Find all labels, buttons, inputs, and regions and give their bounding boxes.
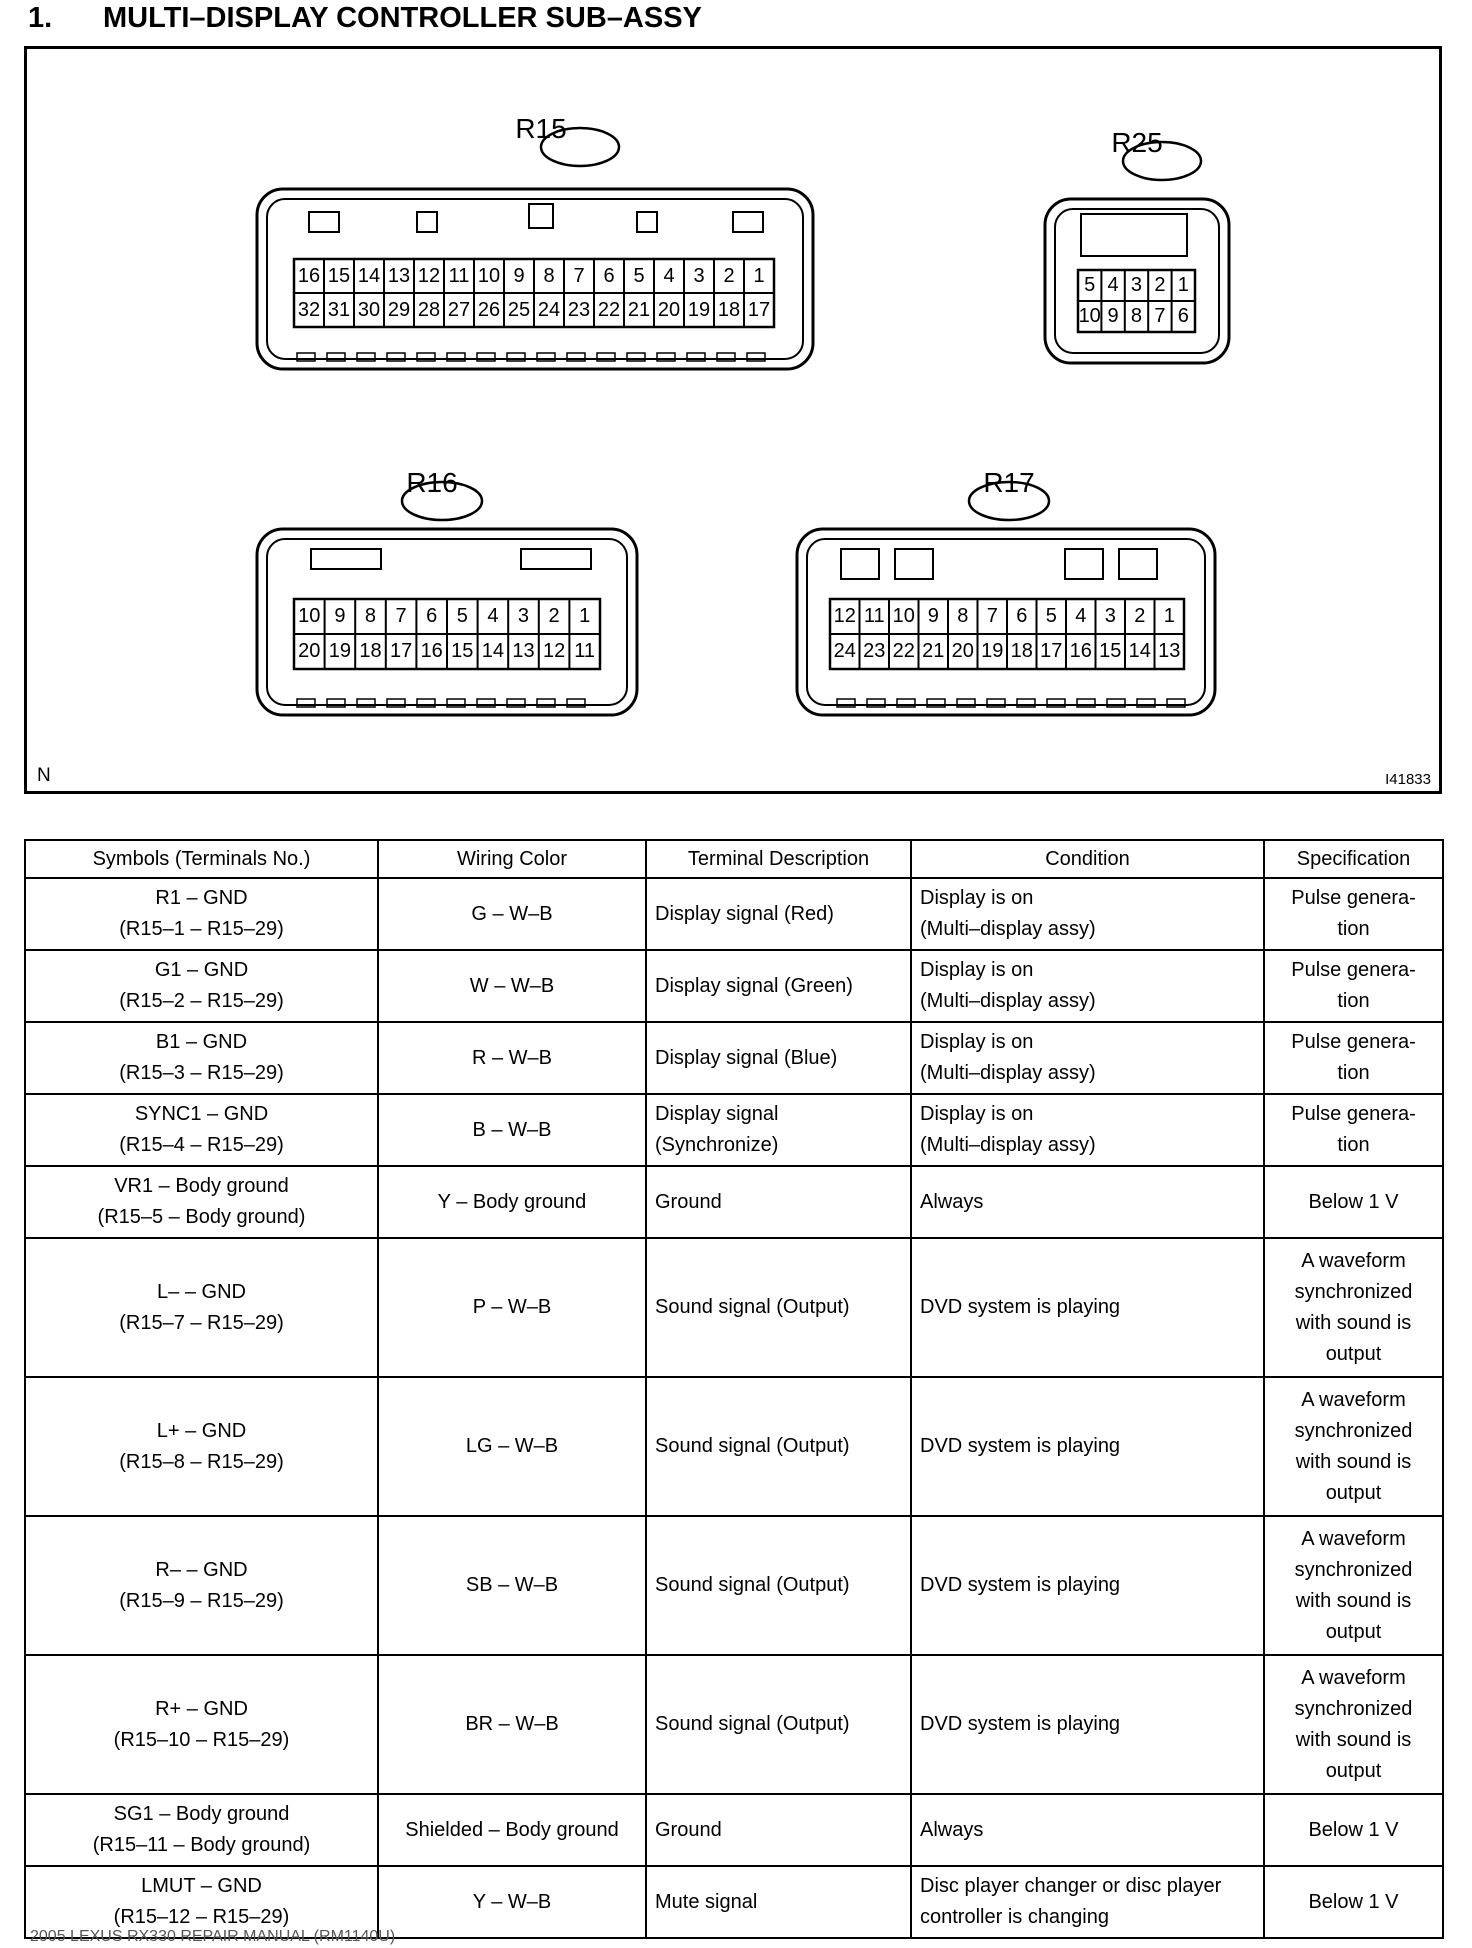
- cell-wiring-color: P – W–B: [378, 1238, 646, 1377]
- pin-r25-8: 8: [1130, 305, 1143, 327]
- section-heading: [28, 2, 702, 35]
- cell-wiring-color: Shielded – Body ground: [378, 1794, 646, 1866]
- cell-terminal-description: Ground: [646, 1166, 911, 1238]
- pin-r15-21: 21: [627, 299, 651, 321]
- connector-latch-r16-1: [311, 549, 381, 569]
- cell-wiring-color: BR – W–B: [378, 1655, 646, 1794]
- pin-r16-18: 18: [359, 640, 382, 662]
- page-footer: 2005 LEXUS RX330 REPAIR MANUAL (RM1140U): [30, 1928, 396, 1945]
- connector-label-r25: R25: [1111, 127, 1163, 158]
- pin-r16-6: 6: [426, 605, 438, 627]
- cell-terminal-description: Display signal (Synchronize): [646, 1094, 911, 1166]
- connector-latch-r15-3: [529, 204, 553, 228]
- cell-symbol: SG1 – Body ground (R15–11 – Body ground): [25, 1794, 378, 1866]
- pin-r15-3: 3: [693, 265, 705, 287]
- connector-latch-r15-4: [637, 212, 657, 232]
- pin-r16-11: 11: [574, 640, 596, 662]
- pin-r15-9: 9: [513, 265, 525, 287]
- connector-latch-r17-2: [895, 549, 933, 579]
- pin-r15-6: 6: [603, 265, 615, 287]
- cell-symbol: B1 – GND (R15–3 – R15–29): [25, 1022, 378, 1094]
- connector-latch-r17-1: [841, 549, 879, 579]
- pin-r15-24: 24: [537, 299, 561, 321]
- cell-specification: Below 1 V: [1264, 1166, 1443, 1238]
- cell-condition: Display is on (Multi–display assy): [911, 1094, 1264, 1166]
- connector-drawing: [27, 49, 1439, 791]
- cell-condition: DVD system is playing: [911, 1516, 1264, 1655]
- cell-symbol: L– – GND (R15–7 – R15–29): [25, 1238, 378, 1377]
- pin-r17-8: 8: [957, 605, 969, 627]
- pin-r17-10: 10: [892, 605, 915, 627]
- pin-r15-30: 30: [357, 299, 381, 321]
- table-row: [25, 950, 1443, 1022]
- pin-r15-19: 19: [687, 299, 711, 321]
- pin-r16-20: 20: [298, 640, 321, 662]
- pin-r15-17: 17: [747, 299, 771, 321]
- pin-r15-8: 8: [543, 265, 555, 287]
- section-number: 1.: [28, 2, 53, 34]
- cell-condition: Disc player changer or disc player controller is changing: [911, 1866, 1264, 1938]
- pin-r16-9: 9: [334, 605, 346, 627]
- pin-r17-9: 9: [927, 605, 939, 627]
- pin-r16-17: 17: [389, 640, 413, 662]
- header-terminal-description: Terminal Description: [646, 840, 911, 878]
- header-wiring-color: Wiring Color: [378, 840, 646, 878]
- cell-terminal-description: Display signal (Blue): [646, 1022, 911, 1094]
- cell-specification: Pulse genera- tion: [1264, 878, 1443, 950]
- pin-r15-27: 27: [447, 299, 471, 321]
- pin-r15-18: 18: [717, 299, 741, 321]
- pin-r15-26: 26: [477, 299, 501, 321]
- pin-r17-5: 5: [1045, 605, 1057, 627]
- table-row: [25, 1655, 1443, 1794]
- cell-wiring-color: B – W–B: [378, 1094, 646, 1166]
- pin-r17-4: 4: [1075, 605, 1087, 627]
- table-row: [25, 1516, 1443, 1655]
- table-header-row: [25, 840, 1443, 878]
- connector-latch-r17-3: [1065, 549, 1103, 579]
- table-row: [25, 1022, 1443, 1094]
- pin-r25-3: 3: [1130, 274, 1143, 296]
- pin-r16-14: 14: [481, 640, 505, 662]
- corner-mark: N: [37, 765, 51, 786]
- pin-r15-12: 12: [417, 265, 441, 287]
- pin-r25-10: 10: [1078, 305, 1101, 327]
- pin-r16-3: 3: [517, 605, 530, 627]
- pin-r17-23: 23: [863, 640, 886, 662]
- cell-symbol: LMUT – GND (R15–12 – R15–29): [25, 1866, 378, 1938]
- cell-specification: Below 1 V: [1264, 1866, 1443, 1938]
- connector-label-r15: R15: [515, 113, 567, 144]
- pin-r16-7: 7: [395, 605, 407, 627]
- pin-r17-13: 13: [1158, 640, 1181, 662]
- header-condition: Condition: [911, 840, 1264, 878]
- pin-r15-32: 32: [297, 299, 321, 321]
- table-row: [25, 1794, 1443, 1866]
- cell-specification: Pulse genera- tion: [1264, 1022, 1443, 1094]
- cell-wiring-color: G – W–B: [378, 878, 646, 950]
- pin-r25-7: 7: [1154, 305, 1166, 327]
- cell-terminal-description: Display signal (Red): [646, 878, 911, 950]
- pin-r16-10: 10: [298, 605, 321, 627]
- connector-latch-r17-4: [1119, 549, 1157, 579]
- connector-latch-r15-5: [733, 212, 763, 232]
- pin-r25-6: 6: [1177, 305, 1189, 327]
- pin-r16-4: 4: [487, 605, 499, 627]
- pin-r17-1: 1: [1163, 605, 1175, 627]
- pin-r25-4: 4: [1107, 274, 1119, 296]
- pin-r15-20: 20: [657, 299, 681, 321]
- pin-r16-13: 13: [512, 640, 535, 662]
- connector-label-r17: R17: [983, 467, 1035, 498]
- cell-terminal-description: Sound signal (Output): [646, 1516, 911, 1655]
- pin-r15-25: 25: [507, 299, 531, 321]
- table-row: [25, 1166, 1443, 1238]
- pin-r17-12: 12: [833, 605, 856, 627]
- cell-symbol: L+ – GND (R15–8 – R15–29): [25, 1377, 378, 1516]
- pin-r17-2: 2: [1134, 605, 1146, 627]
- cell-specification: Below 1 V: [1264, 1794, 1443, 1866]
- table-row: [25, 1377, 1443, 1516]
- pin-r17-15: 15: [1099, 640, 1122, 662]
- cell-terminal-description: Sound signal (Output): [646, 1655, 911, 1794]
- cell-condition: Always: [911, 1794, 1264, 1866]
- header-specification: Specification: [1264, 840, 1443, 878]
- pin-r15-1: 1: [753, 265, 765, 287]
- connector-label-r16: R16: [406, 467, 458, 498]
- cell-condition: Always: [911, 1166, 1264, 1238]
- pin-r15-14: 14: [357, 265, 381, 287]
- pin-r25-9: 9: [1107, 305, 1119, 327]
- cell-condition: Display is on (Multi–display assy): [911, 878, 1264, 950]
- pin-r15-15: 15: [327, 265, 351, 287]
- cell-specification: Pulse genera- tion: [1264, 1094, 1443, 1166]
- pin-r17-14: 14: [1128, 640, 1151, 662]
- pin-r15-16: 16: [297, 265, 321, 287]
- cell-symbol: G1 – GND (R15–2 – R15–29): [25, 950, 378, 1022]
- pin-r17-24: 24: [833, 640, 856, 662]
- pin-r16-15: 15: [451, 640, 474, 662]
- pin-r15-5: 5: [633, 265, 645, 287]
- pin-r17-17: 17: [1040, 640, 1063, 662]
- pin-r15-2: 2: [723, 265, 735, 287]
- pin-r15-28: 28: [417, 299, 441, 321]
- pin-r17-19: 19: [981, 640, 1004, 662]
- pin-r16-2: 2: [548, 605, 560, 627]
- pin-r17-18: 18: [1010, 640, 1033, 662]
- connector-latch-r25-1: [1081, 214, 1187, 256]
- pin-r15-10: 10: [477, 265, 501, 287]
- cell-terminal-description: Ground: [646, 1794, 911, 1866]
- cell-condition: DVD system is playing: [911, 1238, 1264, 1377]
- pin-r15-7: 7: [573, 265, 585, 287]
- cell-terminal-description: Sound signal (Output): [646, 1238, 911, 1377]
- pin-r25-2: 2: [1154, 274, 1166, 296]
- connector-latch-r16-2: [521, 549, 591, 569]
- pin-r16-19: 19: [328, 640, 352, 662]
- table-row: [25, 1094, 1443, 1166]
- pin-r15-4: 4: [663, 265, 675, 287]
- cell-terminal-description: Mute signal: [646, 1866, 911, 1938]
- cell-wiring-color: Y – W–B: [378, 1866, 646, 1938]
- pin-r15-31: 31: [327, 299, 351, 321]
- pin-r17-6: 6: [1016, 605, 1028, 627]
- cell-wiring-color: W – W–B: [378, 950, 646, 1022]
- pin-r16-12: 12: [542, 640, 566, 662]
- pin-r17-11: 11: [863, 605, 885, 627]
- pin-r17-21: 21: [922, 640, 945, 662]
- pin-r25-5: 5: [1084, 274, 1096, 296]
- pin-r15-29: 29: [387, 299, 411, 321]
- cell-specification: A waveform synchronized with sound is output: [1264, 1377, 1443, 1516]
- cell-condition: DVD system is playing: [911, 1377, 1264, 1516]
- cell-symbol: SYNC1 – GND (R15–4 – R15–29): [25, 1094, 378, 1166]
- cell-condition: DVD system is playing: [911, 1655, 1264, 1794]
- cell-specification: A waveform synchronized with sound is output: [1264, 1516, 1443, 1655]
- cell-wiring-color: R – W–B: [378, 1022, 646, 1094]
- cell-wiring-color: Y – Body ground: [378, 1166, 646, 1238]
- cell-wiring-color: LG – W–B: [378, 1377, 646, 1516]
- cell-specification: A waveform synchronized with sound is output: [1264, 1655, 1443, 1794]
- pin-r16-1: 1: [579, 605, 591, 627]
- cell-specification: A waveform synchronized with sound is output: [1264, 1238, 1443, 1377]
- connector-diagram: [24, 46, 1442, 794]
- cell-symbol: R+ – GND (R15–10 – R15–29): [25, 1655, 378, 1794]
- connector-latch-r15-1: [309, 212, 339, 232]
- cell-condition: Display is on (Multi–display assy): [911, 950, 1264, 1022]
- pin-r16-16: 16: [420, 640, 443, 662]
- pin-r17-7: 7: [986, 605, 998, 627]
- figure-code: I41833: [1385, 771, 1431, 788]
- terminal-spec-table: [24, 839, 1444, 1939]
- cell-wiring-color: SB – W–B: [378, 1516, 646, 1655]
- pin-r17-20: 20: [951, 640, 974, 662]
- pin-r15-13: 13: [387, 265, 411, 287]
- cell-symbol: VR1 – Body ground (R15–5 – Body ground): [25, 1166, 378, 1238]
- cell-terminal-description: Display signal (Green): [646, 950, 911, 1022]
- pin-r17-16: 16: [1069, 640, 1092, 662]
- pin-r25-1: 1: [1177, 274, 1189, 296]
- pin-r16-5: 5: [456, 605, 468, 627]
- pin-r15-11: 11: [448, 265, 470, 287]
- pin-r17-22: 22: [892, 640, 915, 662]
- cell-symbol: R1 – GND (R15–1 – R15–29): [25, 878, 378, 950]
- table-row: [25, 1238, 1443, 1377]
- pin-r17-3: 3: [1104, 605, 1116, 627]
- connector-latch-r15-2: [417, 212, 437, 232]
- cell-condition: Display is on (Multi–display assy): [911, 1022, 1264, 1094]
- pin-r15-23: 23: [567, 299, 591, 321]
- pin-r15-22: 22: [597, 299, 621, 321]
- header-symbols: Symbols (Terminals No.): [25, 840, 378, 878]
- table-row: [25, 878, 1443, 950]
- section-title: MULTI–DISPLAY CONTROLLER SUB–ASSY: [103, 2, 702, 34]
- cell-terminal-description: Sound signal (Output): [646, 1377, 911, 1516]
- cell-specification: Pulse genera- tion: [1264, 950, 1443, 1022]
- pin-r16-8: 8: [364, 605, 377, 627]
- cell-symbol: R– – GND (R15–9 – R15–29): [25, 1516, 378, 1655]
